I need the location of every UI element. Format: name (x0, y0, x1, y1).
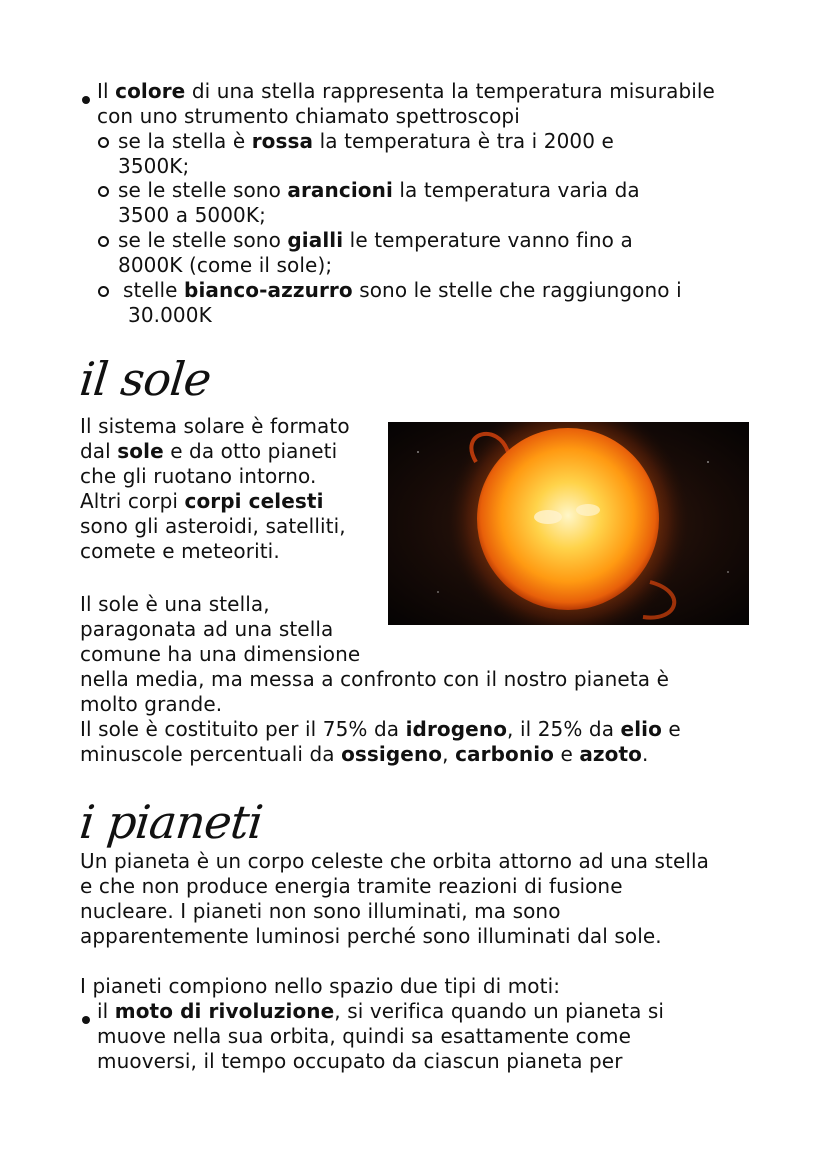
paragraph-line: apparentemente luminosi perché sono illuminati dal sole. (80, 924, 662, 948)
paragraph-line: Un pianeta è un corpo celeste che orbita attorno ad una stella (80, 849, 710, 873)
bullet-dot (82, 96, 90, 104)
text: se le stelle sono (118, 228, 288, 252)
text: e (661, 717, 681, 741)
text: Altri corpi (80, 489, 185, 513)
sub-bullet-line (118, 129, 614, 154)
bullet-line: con uno strumento chiamato spettroscopi (97, 104, 520, 128)
paragraph-line (80, 717, 681, 742)
bullet-line: muoversi, il tempo occupato da ciascun pianeta per (97, 1049, 623, 1073)
text: stelle (123, 278, 185, 302)
text: e (553, 742, 580, 766)
bold-term: moto di rivoluzione (114, 999, 335, 1023)
sub-bullet-circle (98, 236, 109, 247)
paragraph-line: I pianeti compiono nello spazio due tipi di moti: (80, 974, 561, 998)
text: Il (97, 79, 116, 103)
bullet-dot (82, 1016, 90, 1024)
paragraph-line (80, 489, 324, 514)
paragraph-line: nucleare. I pianeti non sono illuminati, ma sono (80, 899, 561, 923)
sub-bullet-circle (98, 286, 109, 297)
text: la temperatura varia da (392, 178, 640, 202)
sub-bullet-line (118, 228, 633, 253)
paragraph-line: nella media, ma messa a confronto con il nostro pianeta è (80, 667, 669, 691)
section-heading-sole: il sole (77, 352, 214, 406)
bold-term: rossa (251, 129, 314, 153)
text: . (642, 742, 649, 766)
bold-term: ossigeno (341, 742, 443, 766)
bold-term: arancioni (287, 178, 393, 202)
paragraph-line: paragonata ad una stella (80, 617, 334, 641)
text: , (442, 742, 456, 766)
bold-term: carbonio (455, 742, 554, 766)
text: , il 25% da (507, 717, 621, 741)
text: di una stella rappresenta la temperatura misurabile (185, 79, 715, 103)
text: minuscole percentuali da (80, 742, 342, 766)
bold-term: bianco-azzurro (184, 278, 353, 302)
sun-photo (388, 422, 749, 625)
paragraph-line: sono gli asteroidi, satelliti, (80, 514, 346, 538)
bold-term: gialli (287, 228, 344, 252)
paragraph-line: e che non produce energia tramite reazioni di fusione (80, 874, 623, 898)
sub-bullet-line (123, 278, 682, 303)
bold-term: azoto (579, 742, 642, 766)
paragraph-line: comune ha una dimensione (80, 642, 361, 666)
bullet-line (97, 999, 664, 1024)
section-heading-pianeti: i pianeti (77, 795, 265, 849)
sub-bullet-line: 30.000K (128, 303, 212, 327)
text: sono le stelle che raggiungono i (352, 278, 682, 302)
bold-term: corpi celesti (184, 489, 324, 513)
text: , si verifica quando un pianeta si (334, 999, 665, 1023)
bullet-line (97, 79, 715, 104)
text: se la stella è (118, 129, 252, 153)
text: le temperature vanno fino a (343, 228, 633, 252)
bullet-line: muove nella sua orbita, quindi sa esattamente come (97, 1024, 631, 1048)
sun-illustration-icon (388, 422, 749, 625)
paragraph-line: comete e meteoriti. (80, 539, 280, 563)
text: dal (80, 439, 118, 463)
text: la temperatura è tra i 2000 e (313, 129, 614, 153)
bold-term: elio (620, 717, 662, 741)
sub-bullet-line: 3500K; (118, 154, 190, 178)
text: e da otto pianeti (163, 439, 338, 463)
sub-bullet-line: 8000K (come il sole); (118, 253, 333, 277)
paragraph-line: molto grande. (80, 692, 223, 716)
bold-term: colore (115, 79, 186, 103)
paragraph-line: che gli ruotano intorno. (80, 464, 317, 488)
bold-term: sole (117, 439, 164, 463)
paragraph-line (80, 742, 648, 767)
sub-bullet-circle (98, 186, 109, 197)
paragraph-line: Il sole è una stella, (80, 592, 270, 616)
paragraph-line: Il sistema solare è formato (80, 414, 350, 438)
text: il (97, 999, 115, 1023)
paragraph-line (80, 439, 337, 464)
sub-bullet-line (118, 178, 640, 203)
sub-bullet-line: 3500 a 5000K; (118, 203, 266, 227)
bold-term: idrogeno (405, 717, 508, 741)
text: Il sole è costituito per il 75% da (80, 717, 406, 741)
text: se le stelle sono (118, 178, 288, 202)
sub-bullet-circle (98, 137, 109, 148)
